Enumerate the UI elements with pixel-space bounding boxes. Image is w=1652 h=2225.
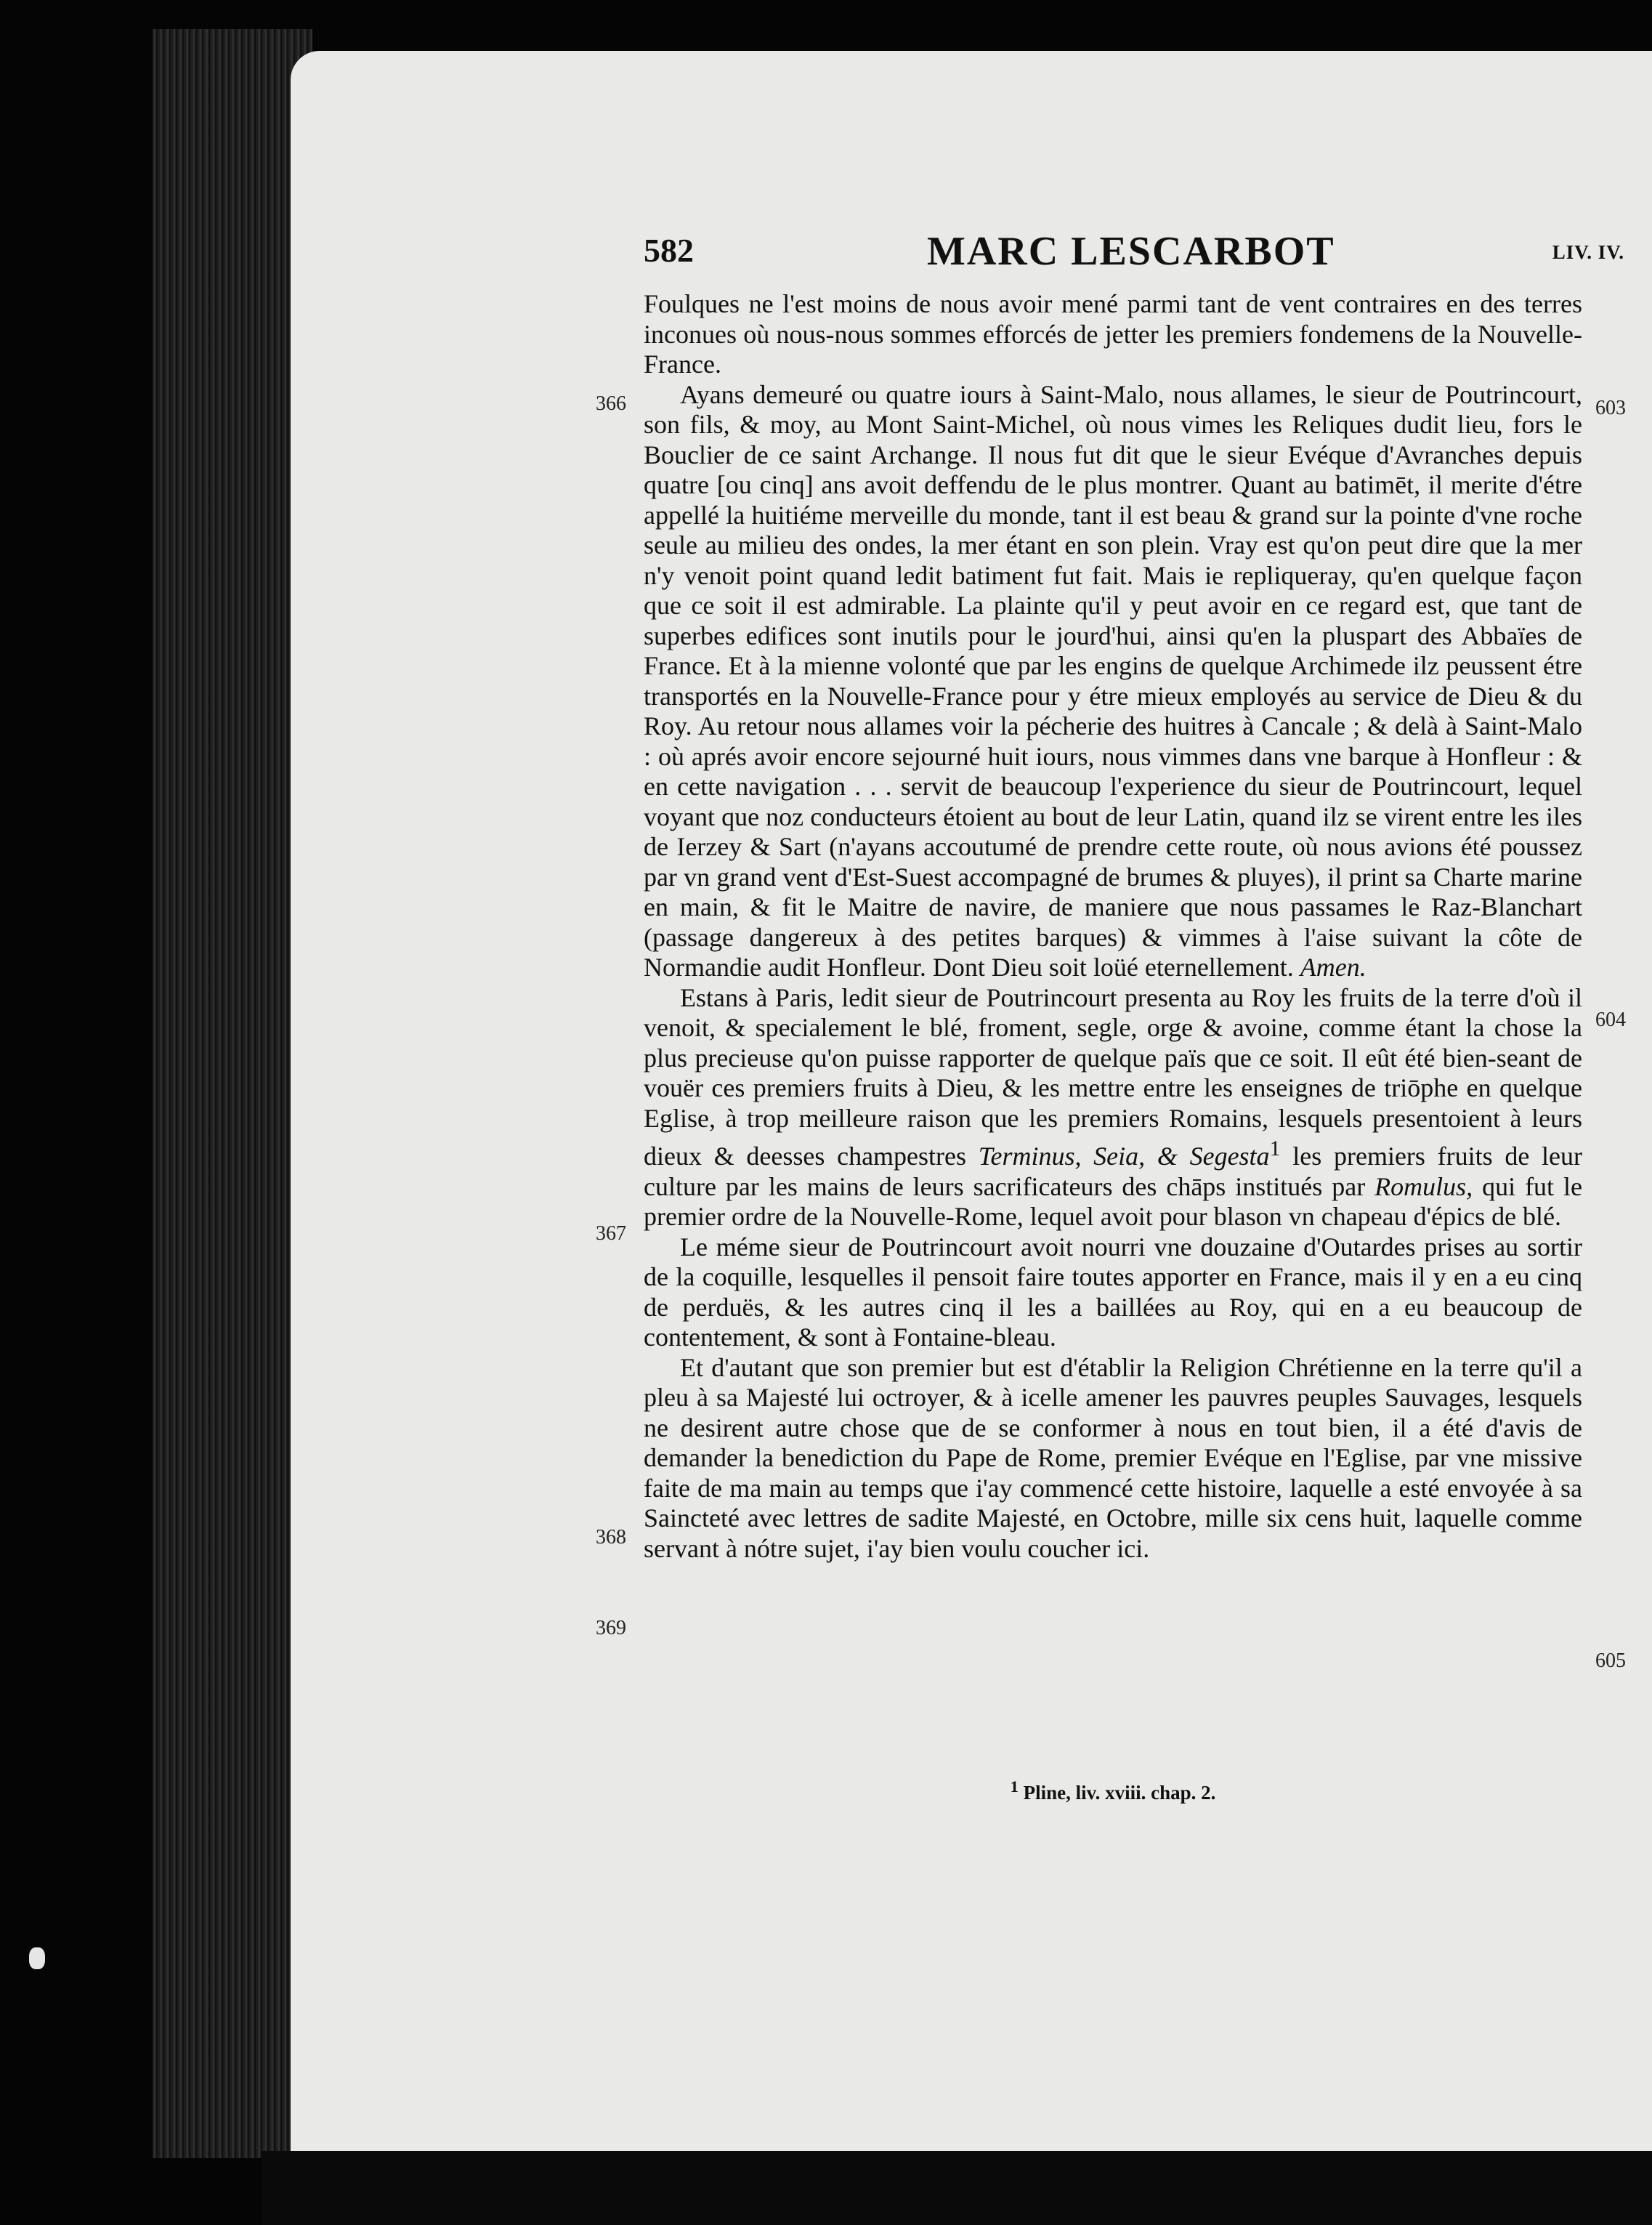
- paragraph-3-text: Estans à Paris, ledit sieur de Poutrincourt presenta au Roy les fruits de la terre d'où il venoit, & specialement le blé, froment, segle, orge & avoine, comme étant la chose la plus precieuse qu'on puisse rapporter de quelque païs que ce soit. Il eût été bien-seant de vouër ces premiers fruits à Dieu, & les mettre entre les enseignes de triōphe en quelque Eglise, à trop meilleure raison que les premiers Romains, lesquels presentoient à leurs dieux & deesses champestres: [644, 982, 1582, 1171]
- footnote-number: 1: [1010, 1777, 1019, 1796]
- margin-number-604: 604: [1595, 1009, 1626, 1031]
- paragraph-3-text-c: qui fut le premier ordre de la Nouvelle-Rome, lequel avoit pour blason vn chapeau d'épics de blé.: [644, 1171, 1582, 1231]
- page-number: 582: [644, 232, 694, 269]
- scan-speck: [29, 1947, 45, 1969]
- paragraph-3: [644, 983, 1582, 1232]
- paragraph-5: Et d'autant que son premier but est d'établir la Religion Chrétienne en la terre qu'il a pleu à sa Majesté lui octroyer, & à icelle amener les pauvres peuples Sauvages, lesquels ne desirent autre chose que de se conformer à nous en tout bien, il a été d'avis de demander la benediction du Pape de Rome, premier Evéque en l'Eglise, par vne missive faite de ma main au temps que i'ay commencé cette histoire, laquelle a esté envoyée à sa Saincteté avec lettres de sadite Majesté, en Octobre, mille six cens huit, laquelle comme servant à nótre sujet, i'ay bien voulu coucher ici.: [644, 1352, 1582, 1563]
- footnote: [644, 1777, 1582, 1804]
- footnote-marker: 1: [1269, 1136, 1281, 1160]
- paragraph-2: [644, 380, 1582, 983]
- romulus-name: Romulus,: [1374, 1171, 1473, 1201]
- margin-number-367: 367: [596, 1222, 626, 1245]
- page-bottom-shadow: [262, 2151, 1652, 2225]
- paragraph-1: Foulques ne l'est moins de nous avoir mené parmi tant de vent contraires en des terres inconues où nous-nous sommes efforcés de jetter les premiers fondemens de la Nouvelle-France.: [644, 289, 1582, 379]
- margin-number-366: 366: [596, 392, 626, 415]
- running-head: [644, 231, 1624, 282]
- deity-names: Terminus, Seia, & Segesta: [978, 1142, 1270, 1171]
- margin-number-368: 368: [596, 1526, 626, 1548]
- running-title: MARC LESCARBOT: [927, 229, 1335, 274]
- margin-number-369: 369: [596, 1617, 626, 1639]
- book-reference: LIV. IV.: [1552, 241, 1624, 263]
- margin-number-603: 603: [1595, 397, 1626, 419]
- body-text: [644, 289, 1582, 1564]
- paragraph-3-text-b: les premiers fruits de leur culture par les mains de leurs sacrificateurs des chāps institués par: [644, 1142, 1583, 1201]
- footnote-text: Pline, liv. xviii. chap. 2.: [1023, 1782, 1216, 1804]
- book-spine-edge: [153, 29, 312, 2158]
- amen-text: Amen.: [1300, 953, 1366, 982]
- margin-number-605: 605: [1595, 1649, 1626, 1672]
- paragraph-2-text: Ayans demeuré ou quatre iours à Saint-Malo, nous allames, le sieur de Poutrincourt, son fils, & moy, au Mont Saint-Michel, où nous vimes les Reliques dudit lieu, fors le Bouclier de ce saint Archange. Il nous fut dit que le sieur Evéque d'Avranches depuis quatre [ou cinq] ans avoit deffendu de le plus montrer. Quant au batimēt, il merite d'étre appellé la huitiéme merveille du monde, tant il est beau & grand sur la pointe d'vne roche seule au milieu des ondes, la mer étant en son plein. Vray est qu'on peut dire que la mer n'y venoit point quand ledit batiment fut fait. Mais ie repliqueray, qu'en quelque façon que ce soit il est admirable. La plainte qu'il y peut avoir en ce regard est, que tant de superbes edifices sont inutils pour le jourd'hui, ainsi qu'en la pluspart des Abbaïes de France. Et à la mienne volonté que par les engins de quelque Archimede ilz peussent étre transportés en la Nouvelle-France pour y étre mieux employés au service de Dieu & du Roy. Au retour nous allames voir la pécherie des huitres à Cancale ; & delà à Saint-Malo : où aprés avoir encore sejourné huit iours, nous vimmes dans vne barque à Honfleur : & en cette navigation . . . servit de beaucoup l'experience du sieur de Poutrincourt, lequel voyant que noz conducteurs étoient au bout de leur Latin, quand ilz se virent entre les iles de Ierzey & Sart (n'ayans accoutumé de prendre cette route, où nous avions été poussez par vn grand vent d'Est-Suest accompagné de brumes & pluyes), il print sa Charte marine en main, & fit le Maitre de navire, de maniere que nous passames le Raz-Blanchart (passage dangereux à des petites barques) & vimmes à l'aise suivant la côte de Normandie audit Honfleur. Dont Dieu soit loüé eternellement.: [644, 379, 1582, 982]
- paragraph-4: Le méme sieur de Poutrincourt avoit nourri vne douzaine d'Outardes prises au sortir de la coquille, lesquelles il pensoit faire toutes apporter en France, mais il y en a eu cinq de perduës, & les autres cinq il les a baillées au Roy, qui en a eu beaucoup de contentement, & sont à Fontaine-bleau.: [644, 1232, 1582, 1352]
